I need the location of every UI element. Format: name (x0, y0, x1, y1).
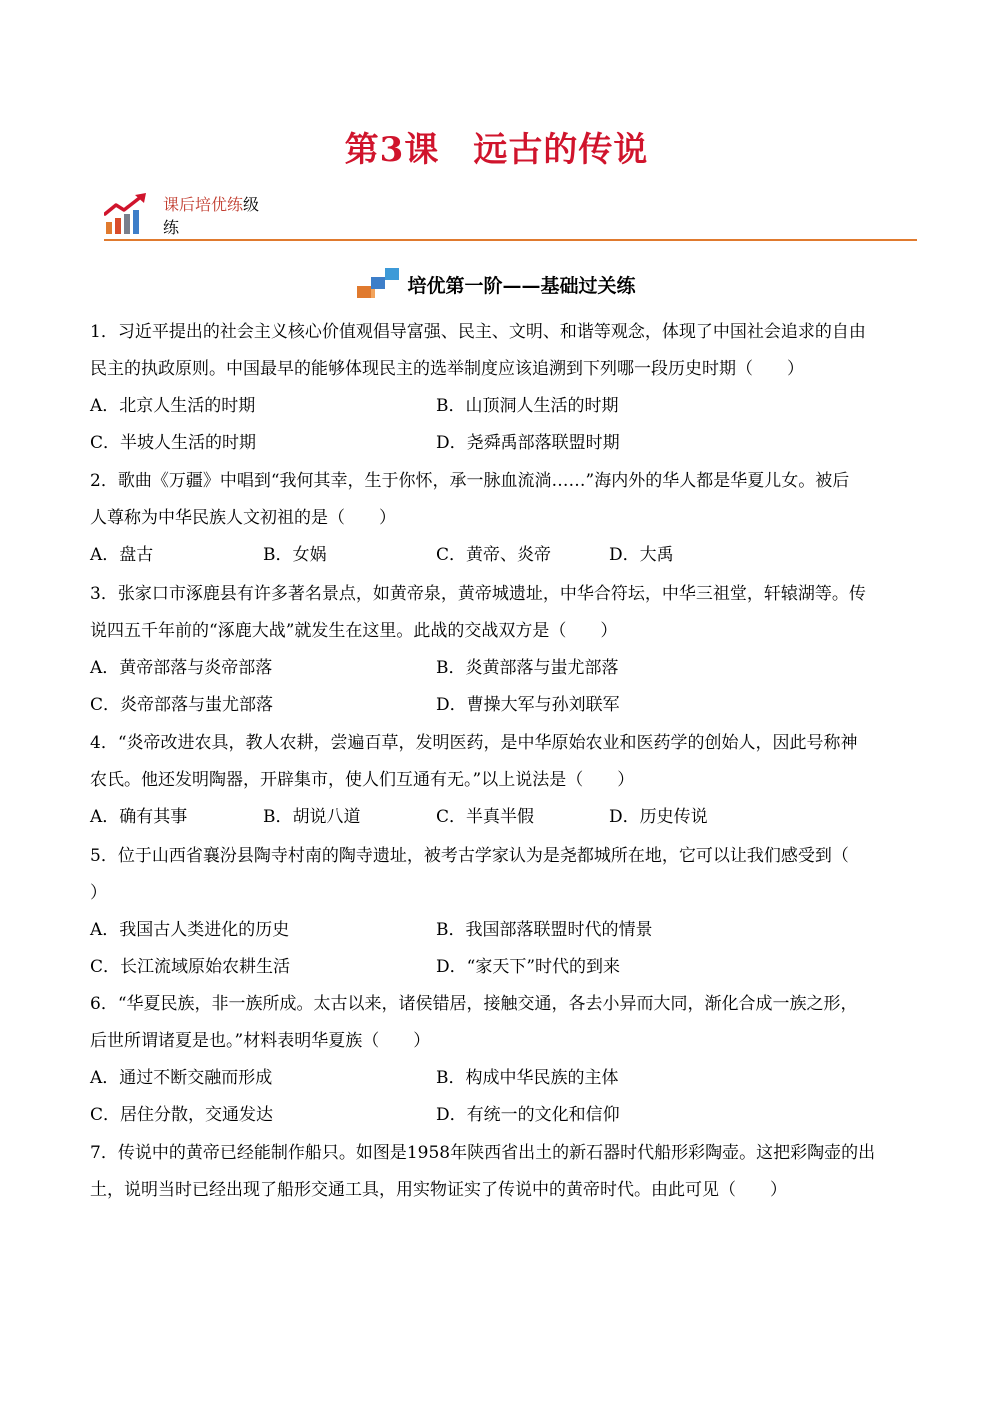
option-c: C．半真半假 (436, 807, 535, 827)
option-d: D．曹操大军与孙刘联军 (436, 695, 620, 715)
question-stem-line: 5．位于山西省襄汾县陶寺村南的陶寺遗址，被考古学家认为是尧都城所在地，它可以让我们感受到（ (90, 846, 849, 866)
header-divider (104, 239, 917, 241)
question-4 (90, 725, 905, 836)
option-a: A．确有其事 (90, 807, 188, 827)
option-a: A．我国古人类进化的历史 (90, 920, 290, 940)
section-heading (0, 268, 993, 300)
option-d: D．历史传说 (609, 807, 708, 827)
option-a: A．盘古 (90, 545, 154, 565)
growth-chart-icon (104, 192, 150, 236)
section-title: 培优第一阶——基础过关练 (407, 275, 636, 297)
question-stem-line: 说四五千年前的“涿鹿大战”就发生在这里。此战的交战双方是（ ） (90, 621, 618, 641)
option-b: B．胡说八道 (263, 807, 361, 827)
question-stem-line: ） (90, 883, 107, 903)
option-b: B．女娲 (263, 545, 327, 565)
option-c: C．黄帝、炎帝 (436, 545, 552, 565)
lesson-title (0, 122, 993, 171)
question-3 (90, 576, 905, 724)
question-stem-line: 2．歌曲《万疆》中唱到“我何其幸，生于你怀，承一脉血流淌……”海内外的华人都是华夏儿女。被后 (90, 471, 850, 491)
option-a: A．北京人生活的时期 (90, 396, 256, 416)
tag-black-text: 级 (243, 195, 260, 214)
option-d: D．尧舜禹部落联盟时期 (436, 433, 620, 453)
lesson-number: 第3课 (344, 130, 440, 170)
question-stem-line: 3．张家口市涿鹿县有许多著名景点，如黄帝泉，黄帝城遗址，中华合符坛，中华三祖堂，轩辕湖等。传 (90, 584, 866, 604)
option-a: A．通过不断交融而形成 (90, 1068, 273, 1088)
question-2 (90, 463, 905, 574)
steps-icon (357, 268, 401, 300)
question-5 (90, 838, 905, 986)
after-class-tag (163, 193, 273, 239)
option-b: B．炎黄部落与蚩尤部落 (436, 658, 619, 678)
question-stem-line: 人尊称为中华民族人文初祖的是（ ） (90, 508, 396, 528)
question-stem-line: 后世所谓诸夏是也。”材料表明华夏族（ ） (90, 1031, 431, 1051)
question-stem-line: 4．“炎帝改进农具，教人农耕，尝遍百草，发明医药，是中华原始农业和医药学的创始人，因此号称神 (90, 733, 858, 753)
option-d: D．大禹 (609, 545, 674, 565)
option-b: B．山顶洞人生活的时期 (436, 396, 619, 416)
question-stem-line: 土，说明当时已经出现了船形交通工具，用实物证实了传说中的黄帝时代。由此可见（ ） (90, 1180, 787, 1200)
tag-line2: 练 (163, 218, 180, 237)
question-1 (90, 314, 905, 462)
question-6 (90, 986, 905, 1134)
option-c: C．半坡人生活的时期 (90, 433, 257, 453)
option-c: C．炎帝部落与蚩尤部落 (90, 695, 274, 715)
option-d: D．“家天下”时代的到来 (436, 957, 621, 977)
option-d: D．有统一的文化和信仰 (436, 1105, 620, 1125)
question-7 (90, 1135, 905, 1209)
tag-red-text: 课后培优练 (163, 195, 244, 214)
option-b: B．我国部落联盟时代的情景 (436, 920, 653, 940)
lesson-name: 远古的传说 (473, 130, 649, 170)
question-stem-line: 6．“华夏民族，非一族所成。太古以来，诸侯错居，接触交通，各去小异而大同，渐化合成一族之形， (90, 994, 858, 1014)
option-c: C．居住分散，交通发达 (90, 1105, 274, 1125)
option-b: B．构成中华民族的主体 (436, 1068, 619, 1088)
question-stem-line: 7．传说中的黄帝已经能制作船只。如图是1958年陕西省出土的新石器时代船形彩陶壶。这把彩陶壶的出 (90, 1143, 876, 1163)
option-a: A．黄帝部落与炎帝部落 (90, 658, 273, 678)
option-c: C．长江流域原始农耕生活 (90, 957, 291, 977)
question-stem-line: 农氏。他还发明陶器，开辟集市，使人们互通有无。”以上说法是（ ） (90, 770, 635, 790)
question-stem-line: 1．习近平提出的社会主义核心价值观倡导富强、民主、文明、和谐等观念，体现了中国社会追求的自由 (90, 322, 866, 342)
question-stem-line: 民主的执政原则。中国最早的能够体现民主的选举制度应该追溯到下列哪一段历史时期（ ） (90, 359, 804, 379)
